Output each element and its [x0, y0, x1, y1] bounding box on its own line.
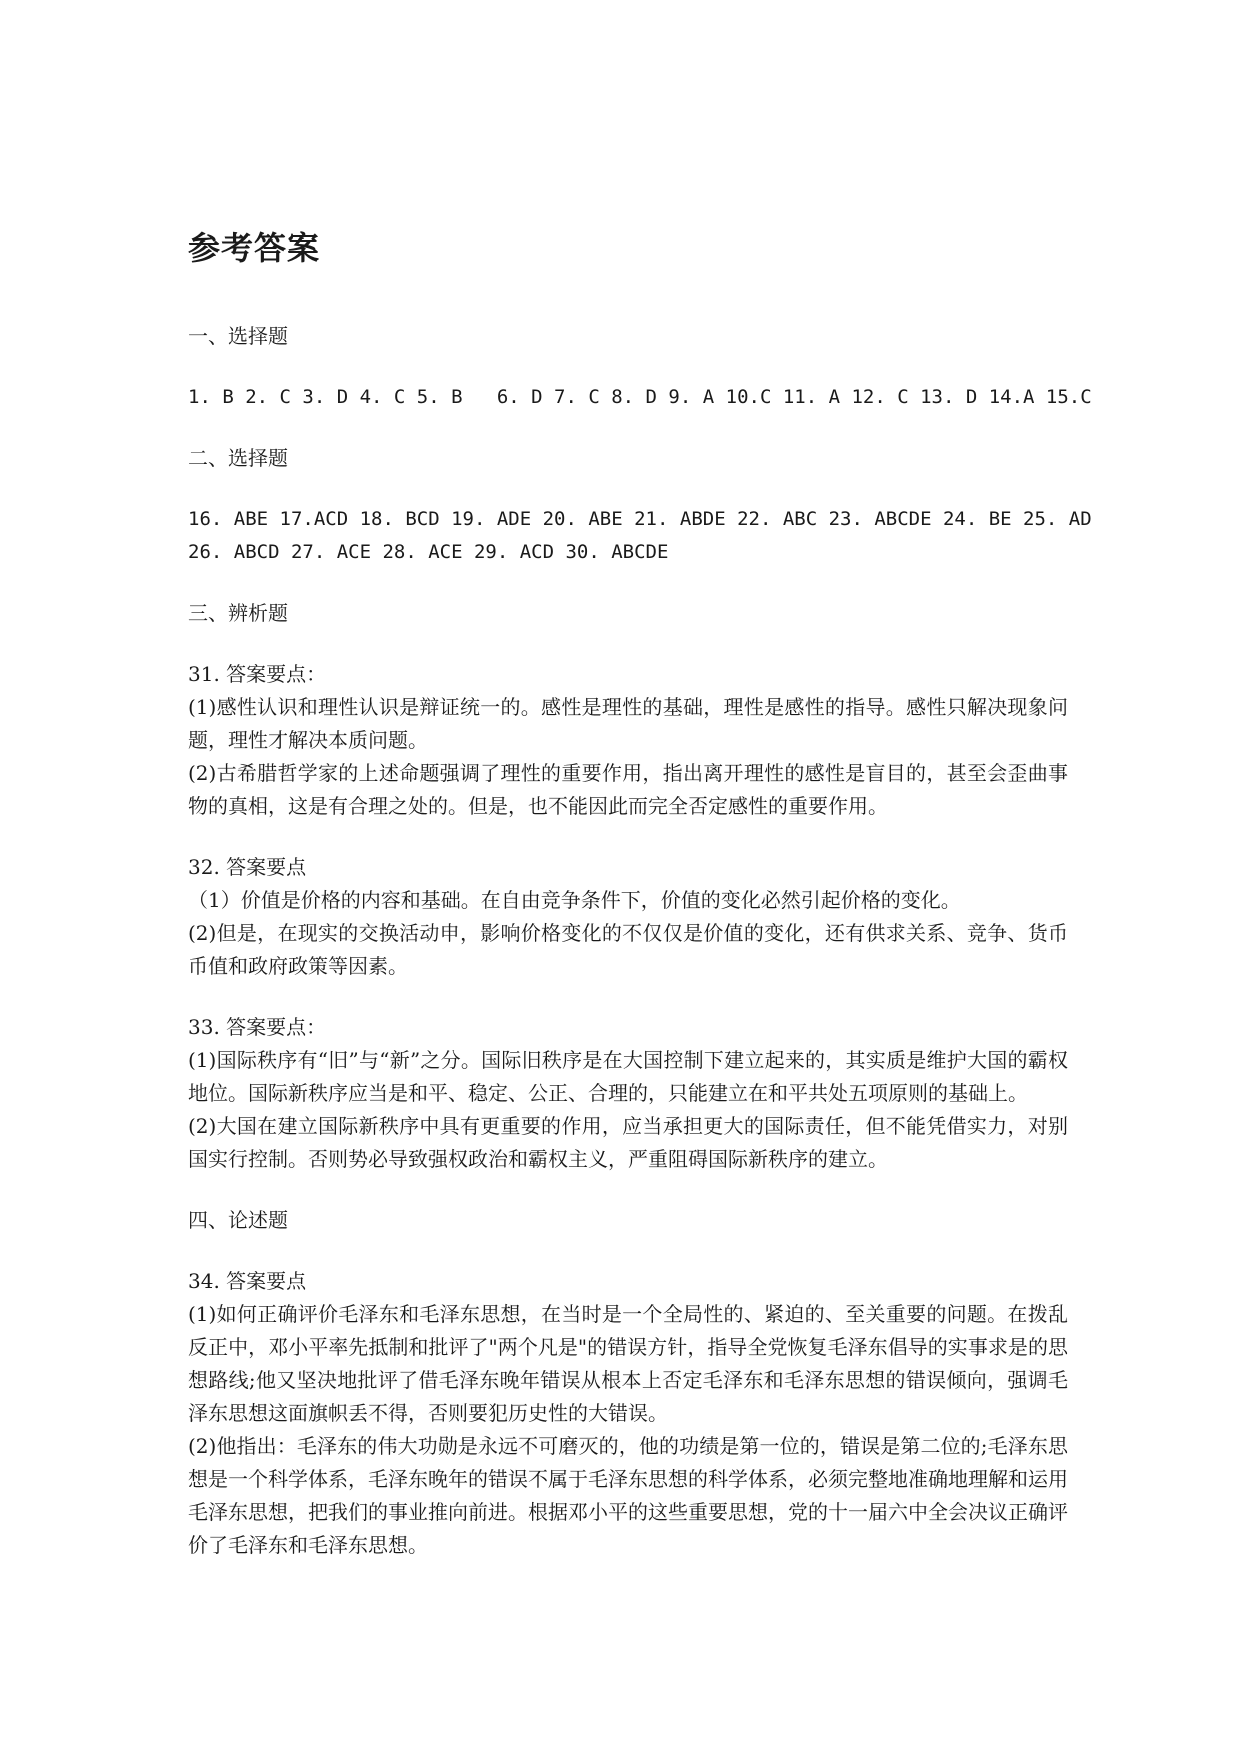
- answer-31-point-2: (2)古希腊哲学家的上述命题强调了理性的重要作用，指出离开理性的感性是盲目的，甚至会歪曲事物的真相，这是有合理之处的。但是，也不能因此而完全否定感性的重要作用。: [188, 761, 1068, 818]
- answer-32-point-2: (2)但是，在现实的交换活动申，影响价格变化的不仅仅是价值的变化，还有供求关系、竞争、货币币值和政府政策等因素。: [188, 921, 1068, 978]
- answer-33: [188, 1011, 1068, 1176]
- answer-32-point-1: （1）价值是价格的内容和基础。在自由竞争条件下，价值的变化必然引起价格的变化。: [188, 888, 961, 912]
- document-content: [188, 228, 1092, 1590]
- choice-answers-line: 1. B 2. C 3. D 4. C 5. B 6. D 7. C 8. D 9. A 10.C 11. A 12. C 13. D 14.A 15.C: [188, 386, 1092, 408]
- section-heading-analysis: 三、辨析题: [188, 601, 288, 625]
- section-heading-multi-choice: 二、选择题: [188, 446, 288, 470]
- answer-34: [188, 1265, 1068, 1562]
- multi-choice-answers-line-1: 16. ABE 17.ACD 18. BCD 19. ADE 20. ABE 21. ABDE 22. ABC 23. ABCDE 24. BE 25. AD: [188, 508, 1092, 530]
- answer-34-heading: 34. 答案要点: [188, 1269, 307, 1293]
- page-title: 参考答案: [188, 229, 321, 267]
- answer-33-point-1: (1)国际秩序有“旧”与“新”之分。国际旧秩序是在大国控制下建立起来的，其实质是维护大国的霸权地位。国际新秩序应当是和平、稳定、公正、合理的，只能建立在和平共处五项原则的基础上。: [188, 1048, 1068, 1105]
- choice-answers: [188, 381, 1092, 414]
- answer-32: [188, 851, 1068, 983]
- multi-choice-answers-line-2: 26. ABCD 27. ACE 28. ACE 29. ACD 30. ABCDE: [188, 541, 669, 563]
- answer-34-point-1: (1)如何正确评价毛泽东和毛泽东思想，在当时是一个全局性的、紧迫的、至关重要的问题。在拨乱反正中，邓小平率先抵制和批评了"两个凡是"的错误方针，指导全党恢复毛泽东倡导的实事求是的思想路线;他又坚决地批评了借毛泽东晚年错误从根本上否定毛泽东和毛泽东思想的错误倾向，强调毛泽东思想这面旗帜丢不得，否则要犯历史性的大错误。: [188, 1302, 1068, 1425]
- answer-31-point-1: (1)感性认识和理性认识是辩证统一的。感性是理性的基础，理性是感性的指导。感性只解决现象问题，理性才解决本质问题。: [188, 695, 1068, 752]
- answer-33-point-2: (2)大国在建立国际新秩序中具有更重要的作用，应当承担更大的国际责任，但不能凭借实力，对别国实行控制。否则势必导致强权政治和霸权主义，严重阻碍国际新秩序的建立。: [188, 1114, 1068, 1171]
- answer-31: [188, 658, 1068, 823]
- answer-33-heading: 33. 答案要点：: [188, 1015, 327, 1039]
- answer-34-point-2: (2)他指出：毛泽东的伟大功勋是永远不可磨灭的，他的功绩是第一位的，错误是第二位的;毛泽东思想是一个科学体系，毛泽东晚年的错误不属于毛泽东思想的科学体系，必须完整地准确地理解和运用毛泽东思想，把我们的事业推向前进。根据邓小平的这些重要思想，党的十一届六中全会决议正确评价了毛泽东和毛泽东思想。: [188, 1434, 1068, 1557]
- section-heading-essay: 四、论述题: [188, 1208, 288, 1232]
- answer-32-heading: 32. 答案要点: [188, 855, 307, 879]
- section-heading-choice: 一、选择题: [188, 324, 288, 348]
- answer-31-heading: 31. 答案要点：: [188, 662, 327, 686]
- multi-choice-answers: [188, 503, 1092, 569]
